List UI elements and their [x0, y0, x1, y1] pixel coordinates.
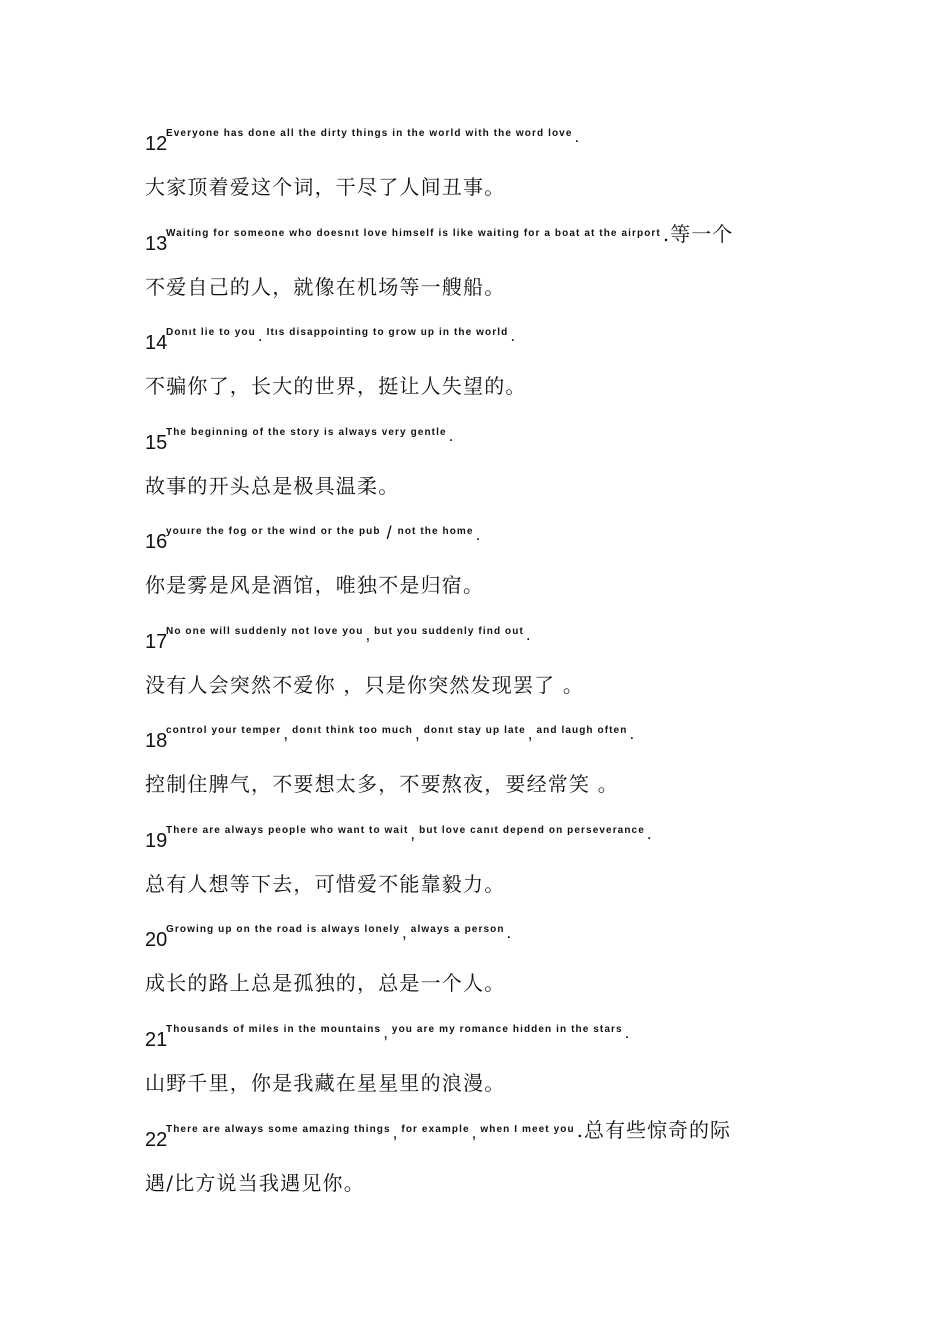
english-segment: you are my romance hidden in the stars [391, 1024, 623, 1035]
entry-number: 15 [145, 432, 168, 454]
english-segment: always a person [410, 924, 505, 935]
chinese-inline-text: .总有些惊奇的际 [576, 1118, 732, 1142]
english-line [145, 127, 840, 157]
separator: . [629, 724, 635, 743]
english-segment: Waiting for someone who doesnıt love himself is like waiting for a boat at the airport [166, 228, 661, 239]
english-line [145, 923, 840, 953]
english-segment: Itıs disappointing to grow up in the world [266, 327, 509, 338]
entry-number: 13 [145, 233, 168, 255]
separator: . [448, 426, 454, 445]
entry-number: 16 [145, 531, 168, 553]
quote-entry [145, 1118, 840, 1195]
english-segment: No one will suddenly not love you [166, 626, 364, 637]
separator: . [510, 326, 516, 345]
separator: , [527, 724, 533, 743]
separator: . [475, 525, 481, 544]
english-segment: when I meet you [480, 1124, 575, 1135]
quote-entry [145, 625, 840, 697]
entry-number: 21 [145, 1029, 168, 1051]
english-segment: Growing up on the road is always lonely [166, 924, 401, 935]
quote-entry [145, 724, 840, 796]
separator: , [392, 1123, 398, 1142]
entry-number: 12 [145, 133, 168, 155]
entry-number: 17 [145, 631, 168, 653]
separator: . [257, 326, 263, 345]
separator: . [646, 824, 652, 843]
english-line [145, 724, 840, 754]
quote-entry [145, 222, 840, 299]
separator: . [574, 127, 580, 146]
english-segment: Thousands of miles in the mountains [166, 1024, 382, 1035]
quote-entry [145, 1023, 840, 1095]
separator: , [402, 923, 407, 942]
chinese-translation: 山野千里，你是我藏在星星里的浪漫。 [145, 1071, 506, 1095]
english-line [145, 326, 840, 356]
chinese-translation: 大家顶着爱这个词，干尽了人间丑事。 [145, 175, 506, 199]
english-segment: The beginning of the story is always very gentle [166, 427, 447, 438]
chinese-translation: 总有人想等下去，可惜爱不能靠毅力。 [145, 872, 506, 896]
separator: . [525, 625, 531, 644]
quote-entry [145, 426, 840, 498]
chinese-translation: 没有人会突然不爱你 ，只是你突然发现罢了 。 [145, 673, 585, 697]
quote-entry [145, 326, 840, 398]
separator: , [414, 724, 420, 743]
english-segment: youıre the fog or the wind or the pub [166, 526, 381, 537]
chinese-translation: 你是雾是风是酒馆，唯独不是归宿。 [145, 573, 485, 597]
quote-entry [145, 127, 840, 199]
separator: , [383, 1023, 388, 1042]
english-line [145, 426, 840, 456]
english-segment: for example [401, 1124, 470, 1135]
separator: / [386, 523, 392, 543]
english-segment: but you suddenly find out [374, 626, 524, 637]
separator: . [506, 923, 512, 942]
english-segment: Everyone has done all the dirty things in the world with the word love [166, 128, 573, 139]
english-segment: and laugh often [536, 725, 628, 736]
separator: , [410, 824, 416, 843]
entry-number: 18 [145, 730, 168, 752]
english-line [145, 222, 840, 257]
separator: , [365, 625, 371, 644]
chinese-translation: 成长的路上总是孤独的，总是一个人。 [145, 971, 506, 995]
chinese-translation: 不骗你了，长大的世界，挺让人失望的。 [145, 374, 527, 398]
english-segment: donıt stay up late [423, 725, 526, 736]
english-segment: There are always people who want to wait [166, 825, 409, 836]
english-line [145, 625, 840, 655]
chinese-translation: 故事的开头总是极具温柔。 [145, 474, 400, 498]
chinese-translation: 不爱自己的人，就像在机场等一艘船。 [145, 275, 506, 299]
quote-entry [145, 923, 840, 995]
english-segment: control your temper [166, 725, 282, 736]
entry-number: 22 [145, 1129, 168, 1151]
english-segment: donıt think too much [292, 725, 413, 736]
separator: , [471, 1123, 477, 1142]
separator: , [283, 724, 289, 743]
english-segment: There are always some amazing things [166, 1124, 391, 1135]
english-line [145, 824, 840, 854]
entry-number: 19 [145, 830, 168, 852]
entry-number: 20 [145, 929, 168, 951]
quote-entry [145, 824, 840, 896]
chinese-translation: 遇/比方说当我遇见你。 [145, 1171, 365, 1195]
english-segment: but love canıt depend on perseverance [419, 825, 645, 836]
english-segment: not the home [397, 526, 474, 537]
quote-entry [145, 525, 840, 597]
english-segment: Donıt lie to you [166, 327, 256, 338]
chinese-inline-text: .等一个 [662, 222, 734, 246]
english-line [145, 1023, 840, 1053]
english-line [145, 1118, 840, 1153]
entry-number: 14 [145, 332, 168, 354]
chinese-translation: 控制住脾气，不要想太多，不要熬夜，要经常笑 。 [145, 772, 619, 796]
english-line [145, 525, 840, 555]
separator: . [624, 1023, 630, 1042]
